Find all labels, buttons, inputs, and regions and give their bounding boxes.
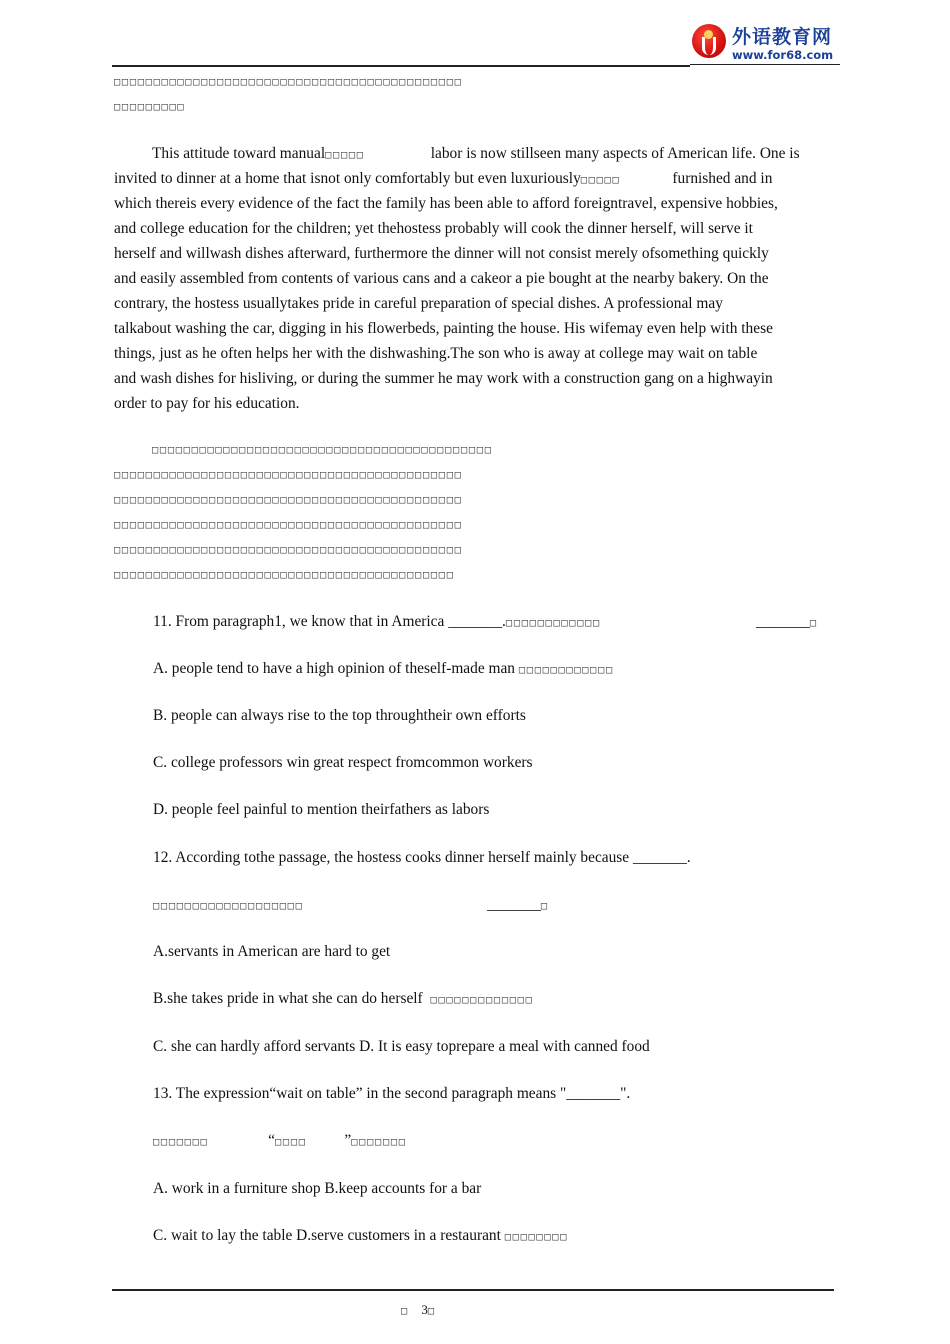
translation-cn-line: □□□□□□□□□□□□□□□□□□□□□□□□□□□□□□□□□□□□□□□□□□□ — [152, 444, 493, 456]
option-cn-text: □□□□□□□□ — [504, 1231, 569, 1243]
passage-cn-gloss: □□□□□ — [580, 174, 621, 186]
translation-cn-line: □□□□□□□□□□□□□□□□□□□□□□□□□□□□□□□□□□□□□□□□□□□□ — [114, 519, 463, 531]
question-13-stem: 13. The expression“wait on table” in the second paragraph means "_______". — [153, 1085, 631, 1102]
header-rule — [112, 65, 690, 67]
passage-en — [114, 141, 844, 416]
passage-line: and college education for the children; yet thehostess probably will cook the dinner herself, will serve it — [114, 220, 753, 237]
passage-line: and easily assembled from contents of various cans and a cakeor a pie bought at the nearby bakery. On the — [114, 270, 769, 287]
page-number — [401, 1302, 436, 1318]
passage-text: furnished and in — [672, 170, 773, 187]
question-12-stem-cn — [153, 892, 304, 919]
passage-text: This attitude toward manual — [152, 145, 326, 162]
page-suffix: □ — [427, 1305, 436, 1317]
option-cn-text: □□□□□□□□□□□□ — [518, 664, 614, 676]
option-text: A. people tend to have a high opinion of theself-made man — [153, 660, 516, 677]
question-cn-text: □ — [809, 617, 818, 629]
footer-rule — [112, 1289, 834, 1291]
translation-cn-line: □□□□□□□□□□□□□□□□□□□□□□□□□□□□□□□□□□□□□□□□□□□□ — [114, 544, 463, 556]
question-cn-text: □□□□□□□□□□□□□□□□□□□ — [153, 900, 304, 912]
logo-url: www.for68.com — [732, 48, 834, 62]
passage-line: which thereis every evidence of the fact the family has been able to afford foreigntravel, expensive hobbies, — [114, 195, 778, 212]
question-11-blank — [756, 609, 818, 636]
question-11-option-d: D. people feel painful to mention theirfathers as labors — [153, 801, 490, 818]
question-12-option-a: A.servants in American are hard to get — [153, 943, 391, 960]
question-cn-text: □ — [540, 900, 549, 912]
site-logo — [692, 22, 842, 66]
question-11-option-b: B. people can always rise to the top throughtheir own efforts — [153, 707, 526, 724]
question-12-stem: 12. According tothe passage, the hostess cooks dinner herself mainly because _______. — [153, 849, 691, 866]
intro-cn-line: □□□□□□□□□ — [114, 101, 186, 113]
question-12-blank — [487, 892, 549, 919]
option-text: B.she takes pride in what she can do herself — [153, 990, 423, 1007]
answer-blank: _______ — [756, 613, 810, 630]
passage-line: contrary, the hostess usuallytakes pride in careful preparation of special dishes. A professional may — [114, 295, 723, 312]
question-11-option-a — [153, 656, 614, 683]
page-prefix: □ — [401, 1305, 409, 1317]
passage-line — [114, 166, 844, 191]
answer-blank: _______ — [487, 896, 541, 913]
question-12-option-c-d: C. she can hardly afford servants D. It is easy toprepare a meal with canned food — [153, 1038, 650, 1055]
question-13-stem-cn — [153, 1128, 407, 1155]
passage-line: things, just as he often helps her with the dishwashing.The son who is away at college may wait on table — [114, 345, 758, 362]
passage-line — [114, 141, 844, 166]
question-12-option-b — [153, 986, 534, 1013]
passage-line: order to pay for his education. — [114, 395, 300, 412]
question-cn-text: □□□□ — [275, 1136, 307, 1148]
question-cn-text: □□□□□□□□□□□□ — [505, 617, 601, 629]
question-cn-text: □□□□□□□ — [351, 1136, 407, 1148]
question-13-option-c-d — [153, 1223, 568, 1250]
option-text: C. wait to lay the table D.serve customers in a restaurant — [153, 1227, 501, 1244]
quote-mark: “ — [268, 1132, 276, 1149]
quote-mark: ” — [344, 1132, 352, 1149]
passage-cn-gloss: □□□□□ — [325, 149, 365, 161]
translation-cn-line: □□□□□□□□□□□□□□□□□□□□□□□□□□□□□□□□□□□□□□□□□□□□ — [114, 494, 463, 506]
question-cn-text: □□□□□□□ — [153, 1136, 209, 1148]
question-11-option-c: C. college professors win great respect fromcommon workers — [153, 754, 533, 771]
translation-cn-line: □□□□□□□□□□□□□□□□□□□□□□□□□□□□□□□□□□□□□□□□□□□□ — [114, 469, 463, 481]
option-cn-text: □□□□□□□□□□□□□ — [430, 994, 534, 1006]
logo-name: 外语教育网 — [732, 26, 833, 48]
question-11-stem — [153, 609, 601, 636]
passage-line: and wash dishes for hisliving, or during the summer he may work with a construction gang on a highwayin — [114, 370, 773, 387]
question-13-option-a-b: A. work in a furniture shop B.keep accounts for a bar — [153, 1180, 482, 1197]
header-rule-logo — [690, 64, 840, 65]
passage-text: invited to dinner at a home that isnot only comfortably but even luxuriously — [114, 170, 581, 187]
intro-cn-line: □□□□□□□□□□□□□□□□□□□□□□□□□□□□□□□□□□□□□□□□□□□□ — [114, 76, 463, 88]
question-text: 11. From paragraph1, we know that in America _______. — [153, 613, 506, 630]
logo-mark-icon — [692, 24, 726, 58]
translation-cn — [114, 438, 493, 588]
intro-cn — [114, 70, 463, 120]
translation-cn-line: □□□□□□□□□□□□□□□□□□□□□□□□□□□□□□□□□□□□□□□□□□□ — [114, 569, 455, 581]
page-number-value: 3 — [421, 1302, 428, 1317]
passage-line: herself and willwash dishes afterward, furthermore the dinner will not consist merely ofsomething quickly — [114, 245, 769, 262]
passage-text: labor is now stillseen many aspects of American life. One is — [430, 145, 800, 162]
passage-line: talkabout washing the car, digging in his flowerbeds, painting the house. His wifemay even help with these — [114, 320, 773, 337]
